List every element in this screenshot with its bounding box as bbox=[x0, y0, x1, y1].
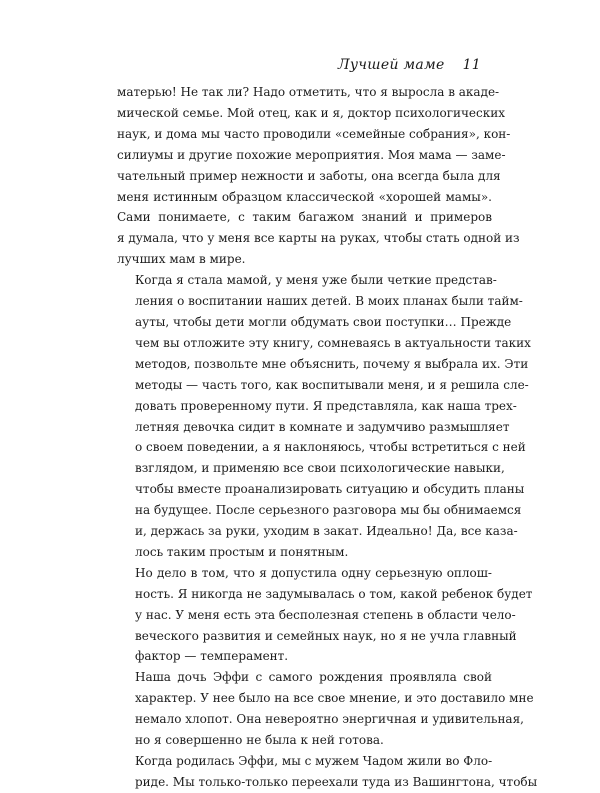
text-line: Но дело в том, что я допустила одну серьезную оплош- bbox=[135, 565, 492, 580]
text-line: наук, и дома мы часто проводили «семейные собрания», кон- bbox=[117, 126, 511, 141]
text-line: мической семье. Мой отец, как и я, доктор психологических bbox=[117, 105, 505, 120]
text-line: довать проверенному пути. Я представляла, как наша трех- bbox=[135, 398, 517, 413]
text-line: взглядом, и применяю все свои психологические навыки, bbox=[135, 461, 505, 476]
running-header bbox=[338, 57, 481, 73]
text-line: веческого развития и семейных наук, но я не учла главный bbox=[135, 628, 517, 643]
text-line: методы — часть того, как воспитывали меня, и я решила сле- bbox=[135, 377, 529, 392]
text-line: чательный пример нежности и заботы, она всегда была для bbox=[117, 168, 501, 183]
text-line: ауты, чтобы дети могли обдумать свои поступки… Прежде bbox=[135, 314, 512, 329]
text-line: на будущее. После серьезного разговора мы бы обнимаемся bbox=[135, 503, 522, 518]
text-line: Когда родилась Эффи, мы с мужем Чадом жили во Фло- bbox=[135, 754, 493, 768]
text-line: матерью! Не так ли? Надо отметить, что я выросла в акаде- bbox=[117, 85, 500, 99]
body-text bbox=[117, 82, 538, 793]
text-line: я думала, что у меня все карты на руках, чтобы стать одной из bbox=[117, 231, 520, 246]
text-line: у нас. У меня есть эта бесполезная степень в области чело- bbox=[135, 607, 516, 622]
text-line: Наша дочь Эффи с самого рождения проявляла свой bbox=[135, 670, 492, 685]
paragraph bbox=[117, 563, 533, 668]
text-line: ления о воспитании наших детей. В моих планах были тайм- bbox=[135, 294, 523, 309]
paragraph bbox=[117, 751, 538, 793]
text-line: силиумы и другие похожие мероприятия. Моя мама — заме- bbox=[117, 147, 506, 162]
paragraph bbox=[117, 667, 534, 751]
text-line: Когда я стала мамой, у меня уже были четкие представ- bbox=[135, 273, 497, 288]
text-line: чем вы отложите эту книгу, сомневаясь в актуальности таких bbox=[135, 335, 531, 350]
header-title: Лучшей маме bbox=[337, 57, 445, 73]
text-line: но я совершенно не была к ней готова. bbox=[135, 733, 384, 748]
text-line: Сами понимаете, с таким багажом знаний и примеров bbox=[117, 210, 492, 225]
text-line: и, держась за руки, уходим в закат. Идеально! Да, все каза- bbox=[135, 524, 518, 539]
text-line: фактор — темперамент. bbox=[135, 649, 289, 664]
text-line: летняя девочка сидит в комнате и задумчиво размышляет bbox=[135, 419, 510, 434]
text-line: ность. Я никогда не задумывалась о том, какой ребенок будет bbox=[135, 586, 533, 601]
page-number: 11 bbox=[462, 57, 481, 73]
text-line: риде. Мы только-только переехали туда из Вашингтона, чтобы bbox=[135, 774, 538, 789]
text-line: меня истинным образцом классической «хорошей мамы». bbox=[117, 189, 492, 204]
text-line: лучших мам в мире. bbox=[117, 252, 246, 267]
text-line: характер. У нее было на все свое мнение, и это доставило мне bbox=[135, 691, 534, 706]
text-line: лось таким простым и понятным. bbox=[135, 544, 349, 559]
paragraph bbox=[117, 270, 531, 563]
text-line: чтобы вместе проанализировать ситуацию и обсудить планы bbox=[135, 482, 525, 497]
text-line: методов, позвольте мне объяснить, почему я выбрала их. Эти bbox=[135, 356, 529, 371]
text-line: немало хлопот. Она невероятно энергичная и удивительная, bbox=[135, 712, 524, 727]
paragraph bbox=[117, 82, 520, 270]
text-line: о своем поведении, а я наклоняюсь, чтобы встретиться с ней bbox=[135, 440, 526, 455]
